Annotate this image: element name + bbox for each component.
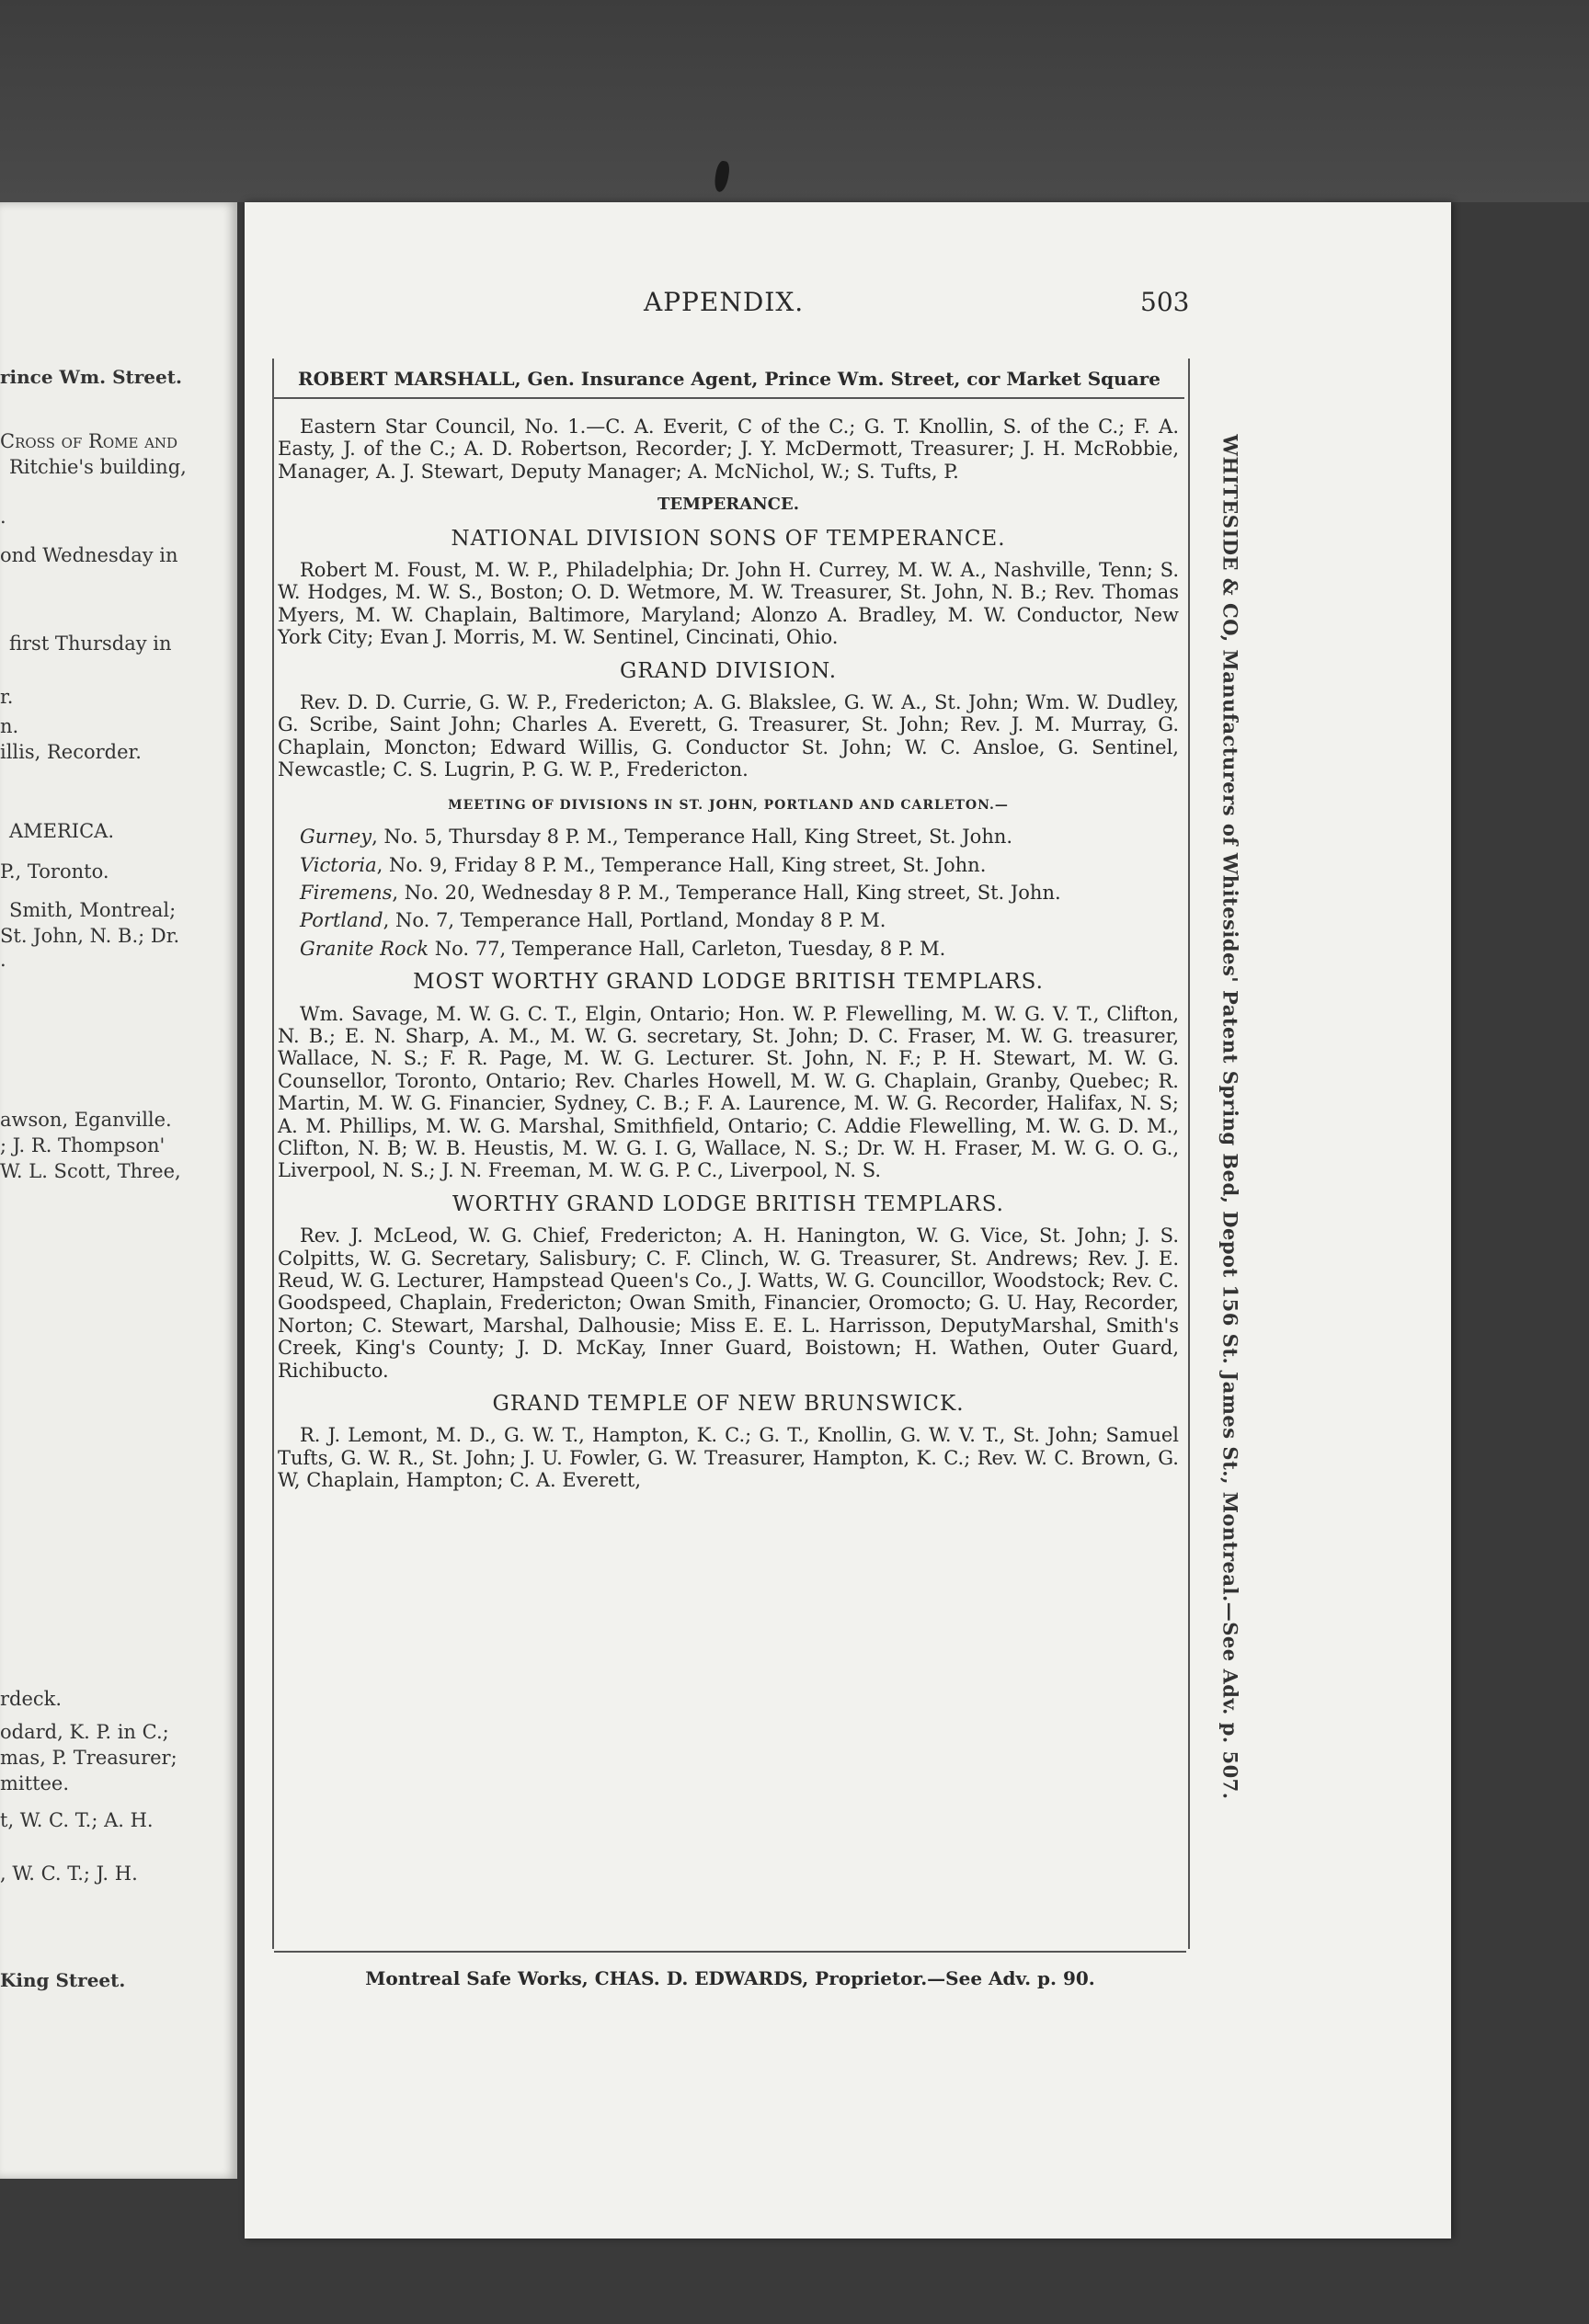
- bottom-advertisement: Montreal Safe Works, CHAS. D. EDWARDS, Proprietor.—See Adv. p. 90.: [365, 1967, 1095, 1989]
- bottom-rule: [274, 1951, 1186, 1953]
- left-line: rdeck.: [0, 1688, 63, 1710]
- meeting-name: Firemens: [300, 881, 393, 904]
- left-line: .: [0, 506, 6, 528]
- left-line: King Street.: [0, 1969, 126, 1991]
- section-heading-grand-temple: GRAND TEMPLE OF NEW BRUNSWICK.: [492, 1392, 965, 1417]
- side-advertisement-text: WHITESIDE & CO, Manufacturers of Whitesides' Patent Spring Bed, Depot 156 St. James St., Montreal.—See Adv. p. 507.: [1218, 434, 1242, 1800]
- meeting-entry: [278, 854, 1179, 876]
- worthy-paragraph: Rev. J. McLeod, W. G. Chief, Fredericton; A. H. Hanington, W. G. Vice, St. John; J. S. Colpitts, W. G. Secretary, Salisbury; C. F. Clinch, W. G. Treasurer, St. Andrews; Rev. J. E. Reud, W. G. Lecturer, Hampstead Queen's Co., J. Watts, W. G. Councillor, Woodstock; Rev. C. Goodspeed, Chaplain, Fredericton; Owan Smith, Financier, Oromocto; G. U. Hay, Recorder, Norton; C. Stewart, Marshal, Dalhousie; Miss E. E. L. Harrisson, DeputyMarshal, Smith's Creek, King's County; J. D. McKay, Inner Guard, Boistown; H. Wathen, Outer Guard, Richibucto.: [278, 1225, 1179, 1382]
- page-number: 503: [1140, 287, 1190, 317]
- page-content: [278, 416, 1179, 1499]
- left-line: P., Toronto.: [0, 860, 109, 883]
- meeting-detail: , No. 20, Wednesday 8 P. M., Temperance Hall, King street, St. John.: [392, 881, 1061, 904]
- left-line: n.: [0, 715, 19, 737]
- left-line: ond Wednesday in: [0, 544, 178, 566]
- meeting-entry: [278, 909, 1179, 931]
- meeting-name: Gurney: [300, 826, 372, 849]
- left-line: AMERICA.: [9, 820, 115, 842]
- most-worthy-paragraph: Wm. Savage, M. W. G. C. T., Elgin, Ontario; Hon. W. P. Flewelling, M. W. G. V. T., Clifton, N. B.; E. N. Sharp, A. M., M. W. G. secretary, St. John; D. C. Fraser, M. W. G. treasurer, Wallace, N. S.; F. R. Page, M. W. G. Lecturer. St. John, N. F.; P. H. Stewart, M. W. G. Counsellor, Toronto, Ontario; Rev. Charles Howell, M. W. G. Chaplain, Granby, Quebec; R. Martin, M. W. G. Financier, Sydney, C. B.; F. A. Laurence, M. W. G. Recorder, Halifax, N. S; A. M. Phillips, M. W. G. Marshal, Smithfield, Ontario; C. Addie Flewelling, M. W. G. D. M., Clifton, N. B; W. B. Heustis, M. W. G. I. G, Wallace, N. S.; Dr. W. H. Fraser, M. W. G. O. G., Liverpool, N. S.; J. N. Freeman, M. W. G. P. C., Liverpool, N. S.: [278, 1002, 1179, 1182]
- left-line: .: [0, 949, 6, 971]
- left-line: illis, Recorder.: [0, 741, 142, 763]
- side-advertisement: [1212, 340, 1249, 1894]
- left-line: mas, P. Treasurer;: [0, 1747, 177, 1769]
- meeting-name: Victoria: [300, 853, 377, 876]
- meeting-entry: [278, 826, 1179, 848]
- section-heading-most-worthy: MOST WORTHY GRAND LODGE BRITISH TEMPLARS.: [413, 970, 1044, 995]
- grand-temple-paragraph: R. J. Lemont, M. D., G. W. T., Hampton, K. C.; G. T., Knollin, G. W. V. T., St. John; Samuel Tufts, G. W. R., St. John; J. U. Fowler, G. W. Treasurer, Hampton, K. C.; Rev. W. C. Brown, G. W, Chaplain, Hampton; C. A. Everett,: [278, 1424, 1179, 1492]
- left-line: awson, Eganville.: [0, 1109, 172, 1131]
- left-line: rince Wm. Street.: [0, 366, 182, 388]
- section-heading-temperance: TEMPERANCE.: [657, 495, 799, 515]
- left-line: , W. C. T.; J. H.: [0, 1863, 138, 1885]
- left-line: ; J. R. Thompson': [0, 1134, 166, 1156]
- left-line: Cross of Rome and: [0, 430, 178, 452]
- meeting-name: Portland: [300, 909, 383, 932]
- left-line: mittee.: [0, 1772, 70, 1794]
- left-line: W. L. Scott, Three,: [0, 1160, 181, 1182]
- section-heading-meetings: MEETING OF DIVISIONS IN ST. JOHN, PORTLAND AND CARLETON.—: [448, 797, 1009, 813]
- meeting-detail: No. 77, Temperance Hall, Carleton, Tuesday, 8 P. M.: [429, 937, 946, 960]
- left-line: first Thursday in: [9, 632, 172, 655]
- section-heading-national-division: NATIONAL DIVISION SONS OF TEMPERANCE.: [451, 526, 1006, 551]
- grand-division-paragraph: Rev. D. D. Currie, G. W. P., Fredericton; A. G. Blakslee, G. W. A., St. John; Wm. W. Dudley, G. Scribe, Saint John; Charles A. Everett, G. Treasurer, St. John; Rev. J. M. Murray, G. Chaplain, Moncton; Edward Willis, G. Conductor St. John; W. C. Ansloe, G. Sentinel, Newcastle; C. S. Lugrin, P. G. W. P., Fredericton.: [278, 691, 1179, 781]
- meeting-detail: , No. 7, Temperance Hall, Portland, Monday 8 P. M.: [383, 909, 886, 932]
- scan-background: [0, 0, 1589, 202]
- meeting-detail: , No. 5, Thursday 8 P. M., Temperance Hall, King Street, St. John.: [372, 826, 1013, 849]
- left-line: odard, K. P. in C.;: [0, 1721, 169, 1743]
- meeting-entry: [278, 938, 1179, 960]
- left-line: r.: [0, 686, 14, 708]
- national-division-paragraph: Robert M. Foust, M. W. P., Philadelphia; Dr. John H. Currey, M. W. A., Nashville, Tenn; S. W. Hodges, M. W. S., Boston; O. D. Wetmore, M. W. Treasurer, St. John, N. B.; Rev. Thomas Myers, M. W. Chaplain, Baltimore, Maryland; Alonzo A. Bradley, M. W. Conductor, New York City; Evan J. Morris, M. W. Sentinel, Cincinati, Ohio.: [278, 559, 1179, 649]
- left-line: Smith, Montreal;: [9, 899, 177, 921]
- meeting-name: Granite Rock: [300, 937, 429, 960]
- section-heading-worthy: WORTHY GRAND LODGE BRITISH TEMPLARS.: [452, 1191, 1004, 1216]
- meeting-entry: [278, 882, 1179, 904]
- section-heading-grand-division: GRAND DIVISION.: [619, 658, 838, 683]
- running-head: APPENDIX.: [644, 287, 805, 317]
- meeting-detail: , No. 9, Friday 8 P. M., Temperance Hall, King street, St. John.: [376, 853, 987, 876]
- eastern-star-paragraph: Eastern Star Council, No. 1.—C. A. Everit, C of the C.; G. T. Knollin, S. of the C.; F. A. Easty, J. of the C.; A. D. Robertson, Recorder; J. Y. McDermott, Treasurer; J. H. McRobbie, Manager, A. J. Stewart, Deputy Manager; A. McNichol, W.; S. Tufts, P.: [278, 416, 1179, 483]
- left-line: St. John, N. B.; Dr.: [0, 925, 180, 947]
- left-line: Ritchie's building,: [9, 456, 187, 478]
- top-advertisement: ROBERT MARSHALL, Gen. Insurance Agent, Prince Wm. Street, cor Market Square: [274, 360, 1184, 399]
- left-line: t, W. C. T.; A. H.: [0, 1809, 154, 1831]
- left-page-fragment: [0, 202, 237, 2179]
